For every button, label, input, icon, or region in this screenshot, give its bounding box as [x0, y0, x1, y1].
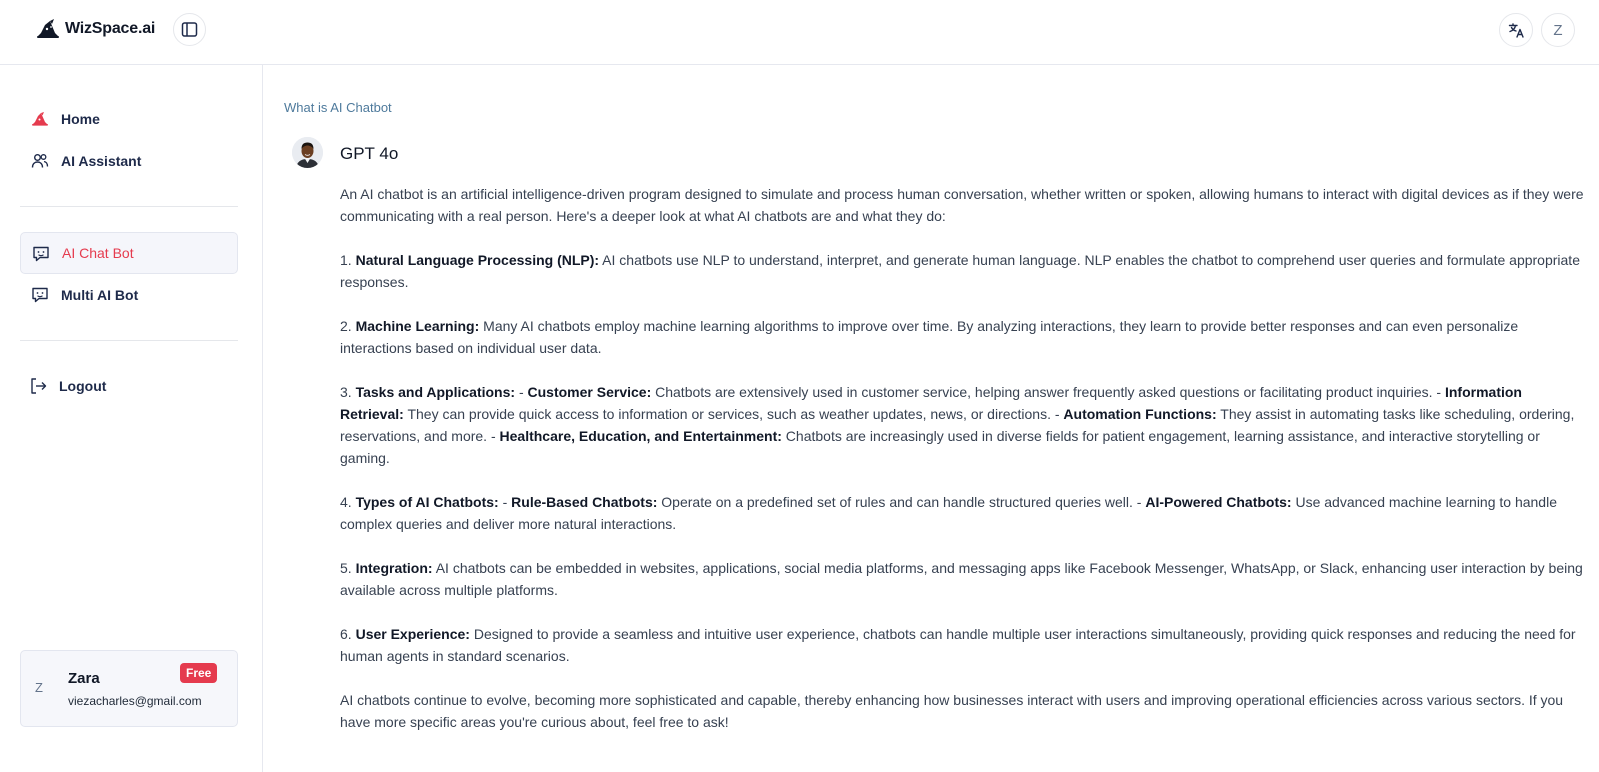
logout-icon [28, 376, 48, 396]
answer-number: 6. [340, 626, 356, 642]
bot-answer [340, 183, 1585, 755]
answer-term: Natural Language Processing (NLP): [355, 252, 600, 268]
answer-term: AI-Powered Chatbots: [1145, 494, 1292, 510]
answer-number: 3. [340, 384, 356, 400]
answer-paragraph [340, 381, 1585, 469]
translate-button[interactable] [1499, 13, 1533, 47]
answer-term: Automation Functions: [1063, 406, 1217, 422]
answer-text: Chatbots are extensively used in customer service, helping answer frequently asked questions or facilitating product inquiries. - [651, 384, 1445, 400]
answer-paragraph [340, 557, 1585, 601]
answer-text: An AI chatbot is an artificial intelligence-driven program designed to simulate and process human conversation, whether written or spoken, allowing humans to interact with digital devices as if they were communicating with a real person. Here's a deeper look at what AI chatbots are and what they do: [340, 186, 1584, 224]
answer-number: 1. [340, 252, 356, 268]
sidebar-item-label: Multi AI Bot [61, 287, 139, 303]
sidebar-item-ai-assistant[interactable] [20, 140, 238, 182]
top-bar [0, 0, 1599, 65]
answer-paragraph [340, 183, 1585, 227]
answer-term: Integration: [355, 560, 433, 576]
answer-paragraph [340, 689, 1585, 733]
answer-term: Information Retrieval: [340, 384, 1522, 422]
avatar: Z [35, 680, 43, 695]
brand-logo[interactable] [35, 16, 155, 42]
answer-term: Types of AI Chatbots: [355, 494, 499, 510]
profile-card[interactable] [20, 650, 238, 727]
answer-term: Customer Service: [527, 384, 652, 400]
answer-paragraph [340, 249, 1585, 293]
answer-number: 5. [340, 560, 356, 576]
answer-text: Operate on a predefined set of rules and can handle structured queries well. - [657, 494, 1146, 510]
answer-text: Many AI chatbots employ machine learning algorithms to improve over time. By analyzing interactions, they learn to provide better responses and can even personalize interactions based on individual user data. [340, 318, 1519, 356]
answer-paragraph [340, 315, 1585, 359]
profile-email: viezacharles@gmail.com [68, 694, 202, 708]
chat-bot-icon [31, 244, 51, 264]
sidebar-item-label: AI Chat Bot [62, 245, 134, 261]
chat-title: What is AI Chatbot [284, 100, 392, 115]
person-avatar-icon [292, 137, 323, 168]
answer-text: AI chatbots continue to evolve, becoming more sophisticated and capable, thereby enhancing how businesses interact with users and improving operational efficiencies across various sectors. If you have more specific areas you're curious about, feel free to ask! [340, 692, 1564, 730]
wizard-hat-icon [35, 16, 61, 42]
translate-icon [1508, 22, 1525, 39]
users-icon [30, 151, 50, 171]
brand-name: WizSpace.ai [65, 20, 156, 37]
answer-text: They can provide quick access to information or services, such as weather updates, news, or directions. - [403, 406, 1064, 422]
answer-text: AI chatbots can be embedded in websites, applications, social media platforms, and messaging apps like Facebook Messenger, WhatsApp, or Slack, enhancing user interaction by being available across multiple platforms. [340, 560, 1583, 598]
chat-bot-icon [30, 285, 50, 305]
answer-paragraph [340, 491, 1585, 535]
sidebar-item-multi-ai-bot[interactable] [20, 274, 238, 316]
profile-name: Zara [68, 670, 100, 687]
sidebar-toggle-button[interactable] [173, 13, 206, 46]
answer-text: - [498, 494, 512, 510]
answer-text: AI chatbots use NLP to understand, interpret, and generate human language. NLP enables the chatbot to comprehend user queries and formulate appropriate responses. [340, 252, 1580, 290]
sidebar-item-label: Home [61, 111, 100, 127]
sidebar-panel-icon [181, 21, 198, 38]
sidebar-item-home[interactable] [20, 98, 238, 140]
answer-number: 4. [340, 494, 356, 510]
wizard-hat-icon [30, 109, 50, 129]
answer-text: They assist in automating tasks like scheduling, ordering, reservations, and more. - [340, 406, 1575, 444]
answer-text: Use advanced machine learning to handle complex queries and deliver more natural interactions. [340, 494, 1557, 532]
answer-term: User Experience: [355, 626, 470, 642]
user-menu-button[interactable]: Z [1541, 13, 1575, 47]
sidebar-divider [20, 340, 238, 341]
answer-term: Machine Learning: [355, 318, 480, 334]
chat-panel [264, 65, 1599, 772]
answer-text: - [515, 384, 528, 400]
sidebar-item-logout[interactable] [20, 365, 238, 407]
sidebar-item-label: AI Assistant [61, 153, 142, 169]
answer-term: Healthcare, Education, and Entertainment: [499, 428, 782, 444]
plan-badge: Free [180, 663, 217, 683]
sidebar-item-ai-chat-bot[interactable] [20, 232, 238, 274]
answer-text: Designed to provide a seamless and intuitive user experience, chatbots can handle multiple user interactions simultaneously, providing quick responses and reducing the need for human agents in standard scenarios. [340, 626, 1576, 664]
bot-name: GPT 4o [340, 144, 399, 163]
answer-text: Chatbots are increasingly used in diverse fields for patient engagement, learning assistance, and interactive storytelling or gaming. [340, 428, 1540, 466]
bot-avatar [292, 137, 323, 168]
answer-number: 2. [340, 318, 356, 334]
sidebar-item-label: Logout [59, 378, 107, 394]
sidebar-divider [20, 206, 238, 207]
answer-term: Rule-Based Chatbots: [511, 494, 658, 510]
answer-term: Tasks and Applications: [355, 384, 516, 400]
sidebar [0, 65, 263, 772]
answer-paragraph [340, 623, 1585, 667]
